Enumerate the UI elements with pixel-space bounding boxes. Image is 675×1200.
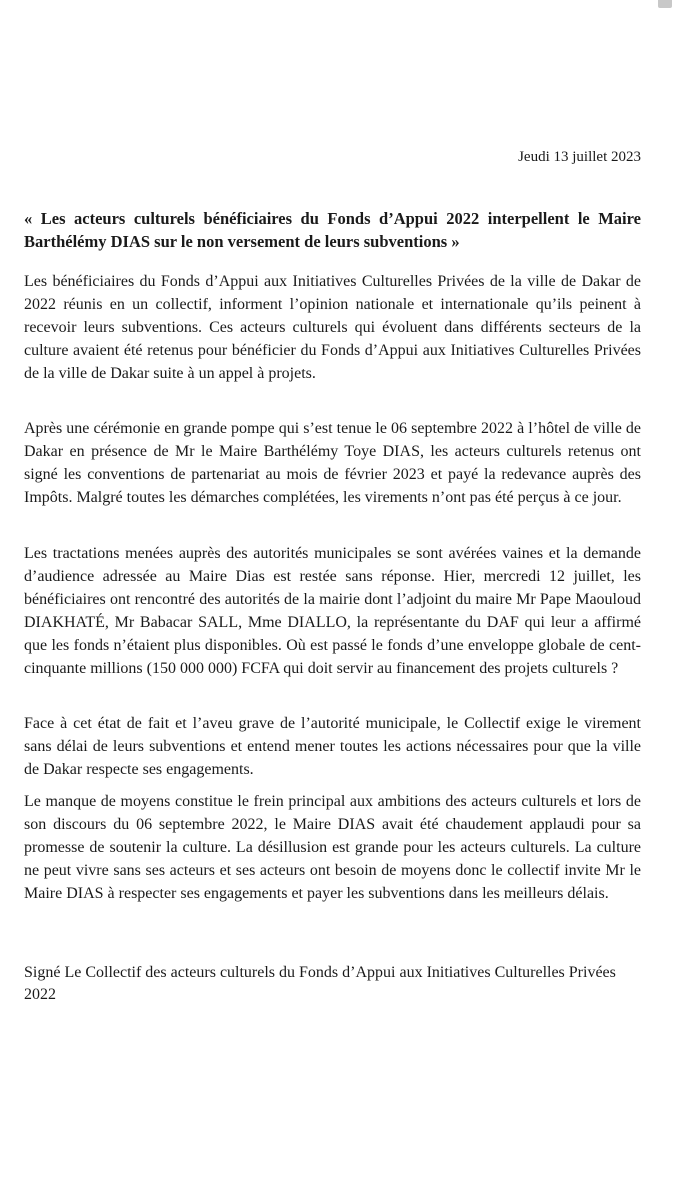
status-bar xyxy=(0,0,675,14)
paragraph-4: Face à cet état de fait et l’aveu grave de l’autorité municipale, le Collectif exige le virement sans délai de leurs subventions et entend mener toutes les actions nécessaires pour que la ville de Dakar respecte ses engagements. xyxy=(24,715,641,778)
paragraph-1: Les bénéficiaires du Fonds d’Appui aux Initiatives Culturelles Privées de la ville de Dakar de 2022 réunis en un collectif, informent l’opinion nationale et internationale qu’ils peinent à recevoir leurs subventions. Ces acteurs culturels qui évoluent dans différents secteurs de la culture avaient été retenus pour bénéficier du Fonds d’Appui aux Initiatives Culturelles Privées de la ville de Dakar suite à un appel à projets. xyxy=(24,273,641,382)
document-title: « Les acteurs culturels bénéficiaires du Fonds d’Appui 2022 interpellent le Maire Barthélémy DIAS sur le non versement de leurs subventions » xyxy=(24,209,641,251)
paragraph-2: Après une cérémonie en grande pompe qui s’est tenue le 06 septembre 2022 à l’hôtel de ville de Dakar en présence de Mr le Maire Barthélémy Toye DIAS, les acteurs culturels retenus ont signé les conventions de partenariat au mois de février 2023 et payé la redevance auprès des Impôts. Malgré toutes les démarches complétées, les virements n’ont pas été perçus à ce jour. xyxy=(24,420,641,506)
corner-indicator-icon xyxy=(658,0,672,8)
signature: Signé Le Collectif des acteurs culturels du Fonds d’Appui aux Initiatives Culturelles Privées 2022 xyxy=(24,964,616,1003)
paragraph-5: Le manque de moyens constitue le frein principal aux ambitions des acteurs culturels et lors de son discours du 06 septembre 2022, le Maire DIAS avait été chaudement applaudi pour sa promesse de soutenir la culture. La désillusion est grande pour les acteurs culturels. La culture ne peut vivre sans ses acteurs et ses acteurs ont besoin de moyens donc le collectif invite Mr le Maire DIAS à respecter ses engagements et payer les subventions dans les meilleurs délais. xyxy=(24,793,641,902)
paragraph-3: Les tractations menées auprès des autorités municipales se sont avérées vaines et la demande d’audience adressée au Maire Dias est restée sans réponse. Hier, mercredi 12 juillet, les bénéficiaires ont rencontré des autorités de la mairie dont l’adjoint du maire Mr Pape Maouloud DIAKHATÉ, Mr Babacar SALL, Mme DIALLO, la représentante du DAF qui leur a affirmé que les fonds n’étaient plus disponibles. Où est passé le fonds d’une enveloppe globale de cent-cinquante millions (150 000 000) FCFA qui doit servir au financement des projets culturels ? xyxy=(24,545,641,677)
document-date: Jeudi 13 juillet 2023 xyxy=(518,149,641,165)
